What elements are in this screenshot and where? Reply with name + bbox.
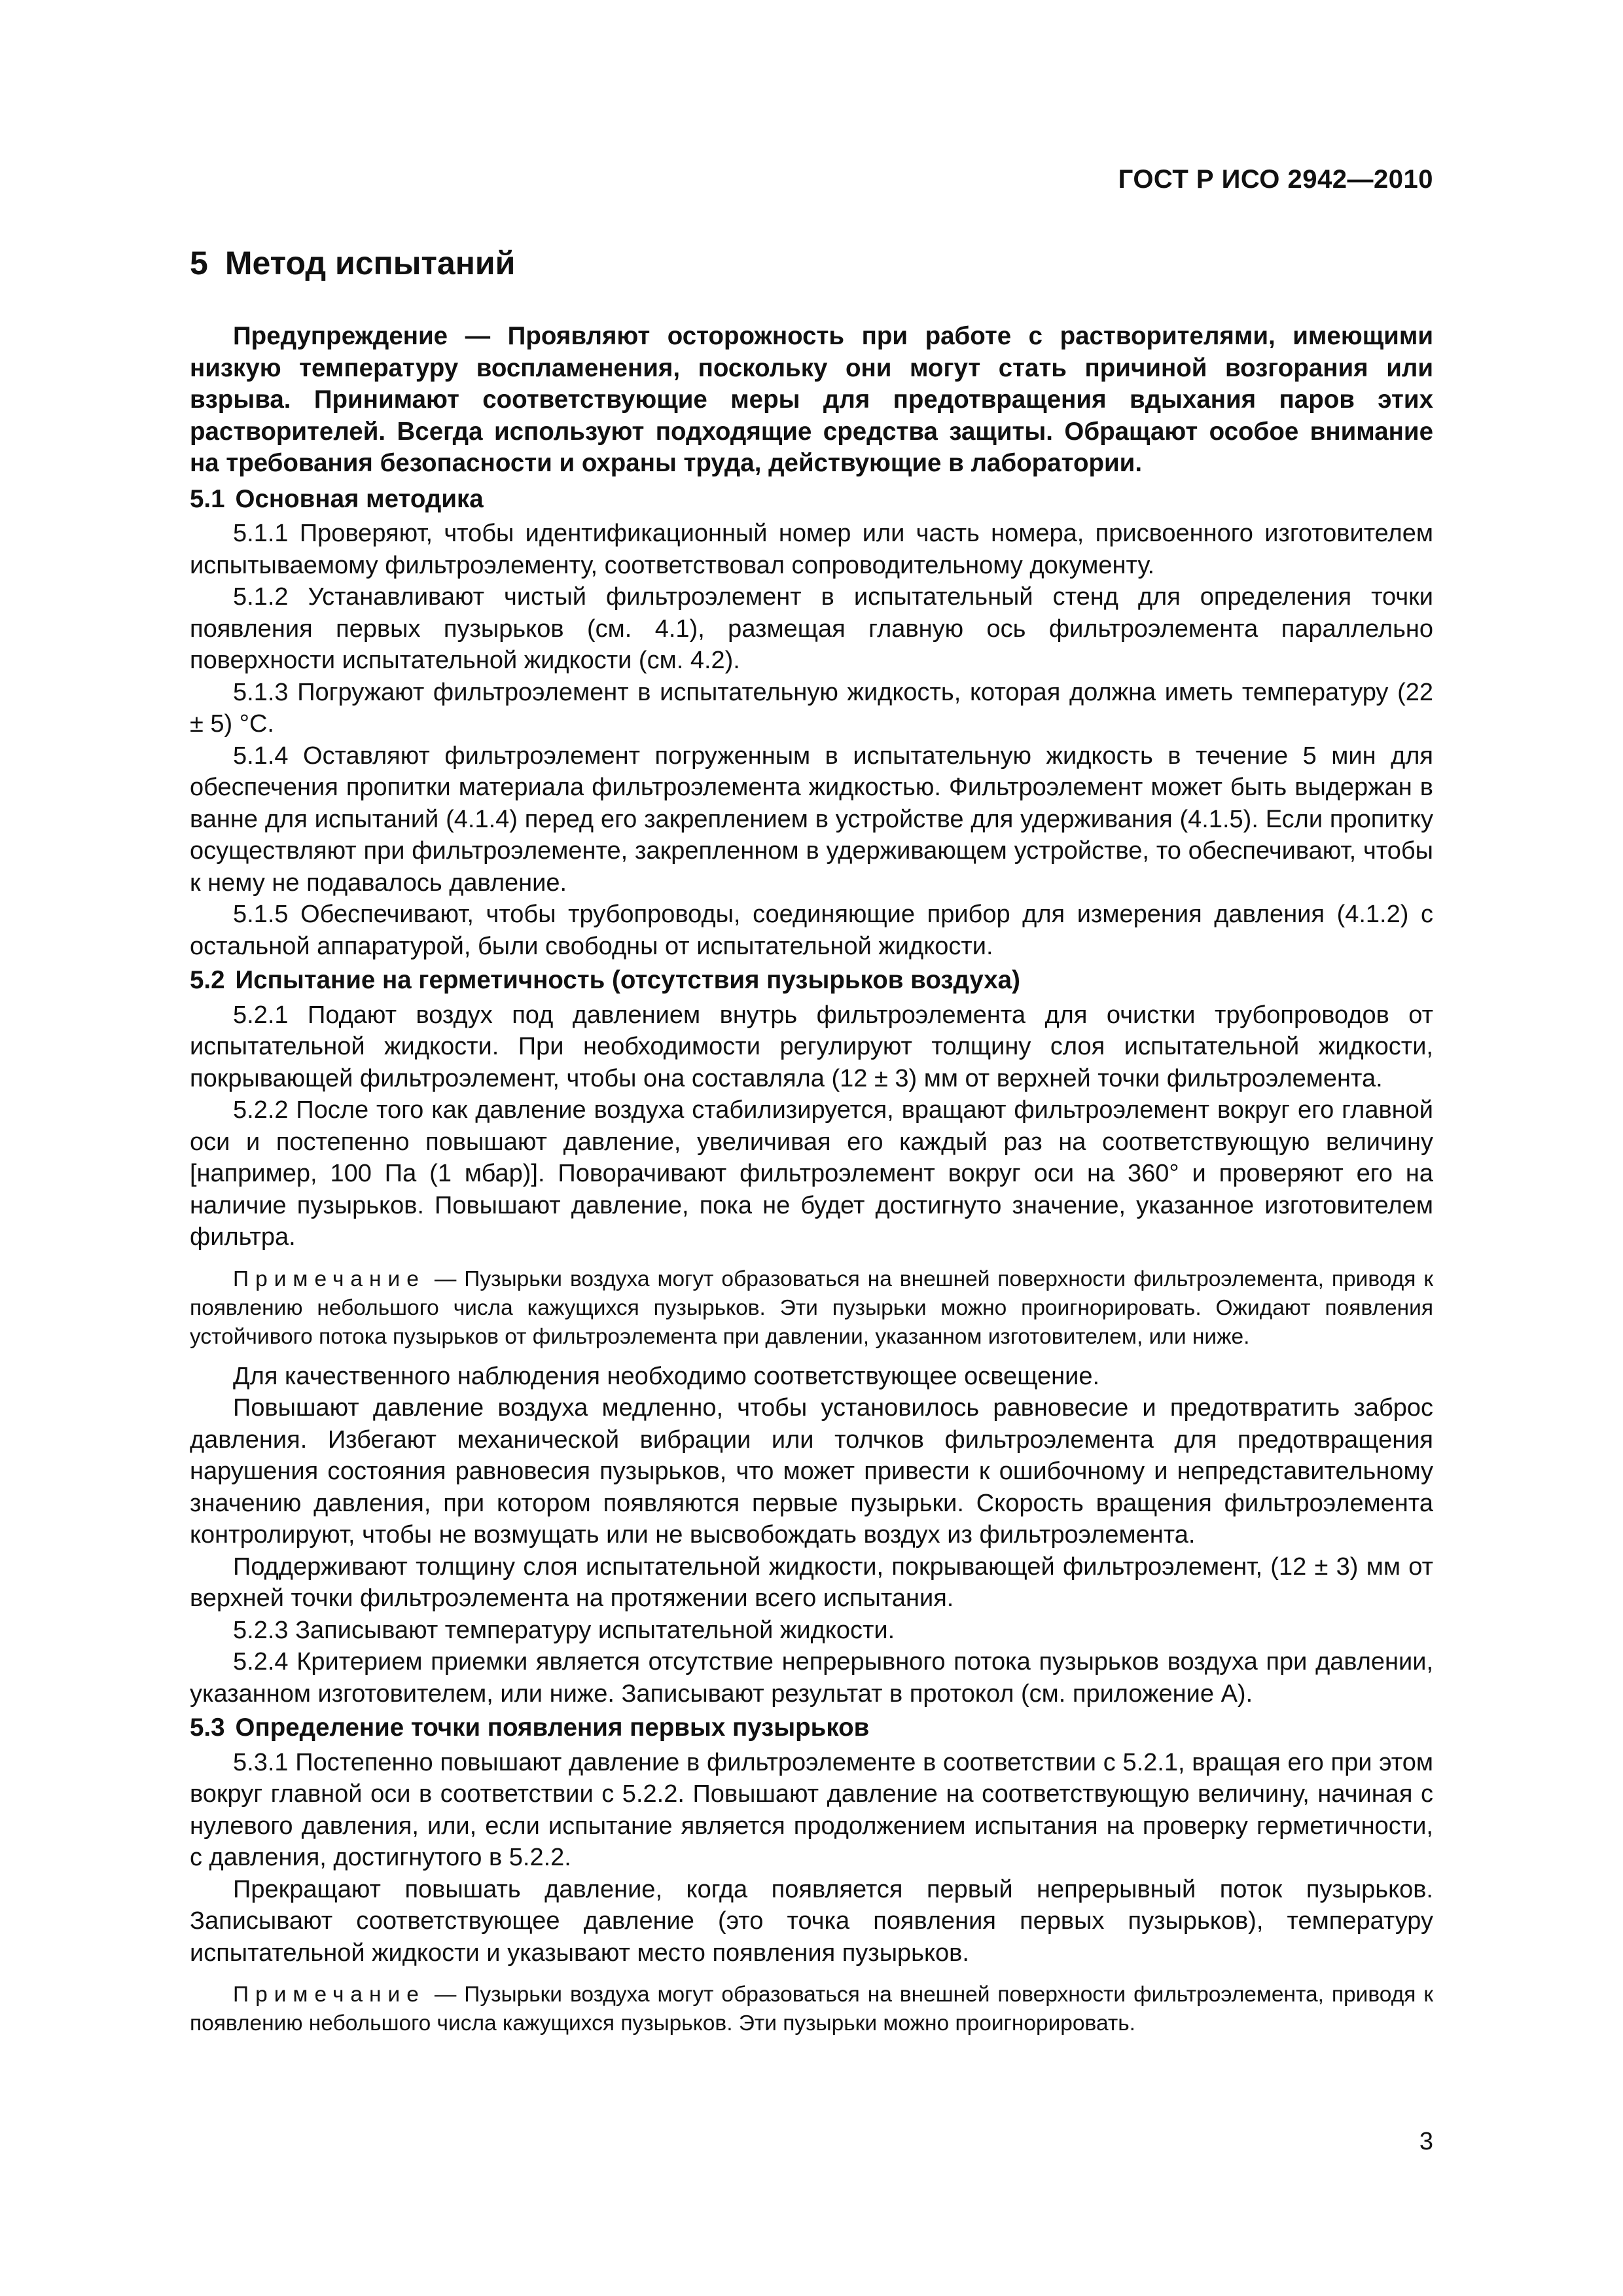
subsection-heading-5-1 bbox=[190, 484, 1433, 516]
paragraph-5-1-2: 5.1.2 Устанавливают чистый фильтроэлемент в испытательный стенд для определения точки появления первых пузырьков (см. 4.1), размещая главную ось фильтроэлемента параллельно поверхности испытательной жидкости (см. 4.2). bbox=[190, 583, 1433, 674]
subsection-title: Определение точки появления первых пузырьков bbox=[235, 1713, 870, 1742]
paragraph-stop-pressure: Прекращают повышать давление, когда появляется первый непрерывный поток пузырьков. Записывают соответствующее давление (это точка появления первых пузырьков), температуру испытательной жидкости и указывают место появления пузырьков. bbox=[190, 1875, 1433, 1967]
safety-warning: Предупреждение — Проявляют осторожность при работе с растворителями, имеющими низкую температуру воспламенения, поскольку они могут стать причиной возгорания или взрыва. Принимают соответствующие меры для предотвращения вдыхания паров этих растворителей. Всегда используют подходящие средства защиты. Обращают особое внимание на требования безопасности и охраны труда, действующие в лаборатории. bbox=[190, 322, 1433, 477]
subsection-title: Основная методика bbox=[235, 484, 484, 513]
paragraph-5-3-1: 5.3.1 Постепенно повышают давление в фильтроэлементе в соответствии с 5.2.1, вращая его при этом вокруг главной оси в соответствии с 5.2.2. Повышают давление на соответствующую величину, начиная с нулевого давления, или, если испытание является продолжением испытания на проверку герметичности, с давления, достигнутого в 5.2.2. bbox=[190, 1748, 1433, 1871]
paragraph-lighting: Для качественного наблюдения необходимо соответствующее освещение. bbox=[233, 1362, 1100, 1390]
paragraph-5-2-2: 5.2.2 После того как давление воздуха стабилизируется, вращают фильтроэлемент вокруг его главной оси и постепенно повышают давление, увеличивая его каждый раз на соответствующую величину [например, 100 Па (1 мбар)]. Поворачивают фильтроэлемент вокруг оси на 360° и проверяют его на наличие пузырьков. Повышают давление, пока не будет достигнуто значение, указанное изготовителем фильтра. bbox=[190, 1096, 1433, 1251]
paragraph-5-1-3: 5.1.3 Погружают фильтроэлемент в испытательную жидкость, которая должна иметь температуру (22 ± 5) °С. bbox=[190, 678, 1433, 738]
subsection-number: 5.2 bbox=[190, 966, 225, 994]
paragraph-5-2-4: 5.2.4 Критерием приемки является отсутствие непрерывного потока пузырьков воздуха при давлении, указанном изготовителем, или ниже. Записывают результат в протокол (см. приложение А). bbox=[190, 1648, 1433, 1708]
paragraph-5-1-4: 5.1.4 Оставляют фильтроэлемент погруженным в испытательную жидкость в течение 5 мин для обеспечения пропитки материала фильтроэлемента жидкостью. Фильтроэлемент может быть выдержан в ванне для испытаний (4.1.4) перед его закреплением в устройстве для удерживания (4.1.5). Если пропитку осуществляют при фильтроэлементе, закрепленном в удерживающем устройстве, то обеспечивают, чтобы к нему не подавалось давление. bbox=[190, 742, 1433, 897]
note-5-3 bbox=[190, 1981, 1433, 2038]
subsection-title: Испытание на герметичность (отсутствия пузырьков воздуха) bbox=[235, 966, 1020, 994]
paragraph-liquid-layer: Поддерживают толщину слоя испытательной жидкости, покрывающей фильтроэлемент, (12 ± 3) мм от верхней точки фильтроэлемента на протяжении всего испытания. bbox=[190, 1552, 1433, 1612]
subsection-number: 5.1 bbox=[190, 484, 225, 513]
note-5-2 bbox=[190, 1265, 1433, 1352]
note-text: — Пузырьки воздуха могут образоваться на внешней поверхности фильтроэлемента, приводя к появлению небольшого числа кажущихся пузырьков. Эти пузырьки можно проигнорировать. Ожидают появления устойчивого потока пузырьков от фильтроэлемента при давлении, указанном изготовителем, или ниже. bbox=[190, 1266, 1433, 1349]
note-text: — Пузырьки воздуха могут образоваться на внешней поверхности фильтроэлемента, приводя к появлению небольшого числа кажущихся пузырьков. Эти пузырьки можно проигнорировать. bbox=[190, 1982, 1433, 2036]
subsection-heading-5-3 bbox=[190, 1712, 1433, 1744]
paragraph-5-1-1: 5.1.1 Проверяют, чтобы идентификационный номер или часть номера, присвоенного изготовителем испытываемому фильтроэлементу, соответствовал сопроводительному документу. bbox=[190, 520, 1433, 579]
paragraph-pressure-slow: Повышают давление воздуха медленно, чтобы установилось равновесие и предотвратить заброс давления. Избегают механической вибрации или толчков фильтроэлемента для предотвращения нарушения состояния равновесия пузырьков, что может привести к ошибочному и непредставительному значению давления, при котором появляются первые пузырьки. Скорость вращения фильтроэлемента контролируют, чтобы не возмущать или не высвобождать воздух из фильтроэлемента. bbox=[190, 1394, 1433, 1549]
paragraph-5-2-1: 5.2.1 Подают воздух под давлением внутрь фильтроэлемента для очистки трубопроводов от испытательной жидкости. При необходимости регулируют толщину слоя испытательной жидкости, покрывающей фильтроэлемент, чтобы она составляла (12 ± 3) мм от верхней точки фильтроэлемента. bbox=[190, 1001, 1433, 1092]
standard-header: ГОСТ Р ИСО 2942—2010 bbox=[1118, 165, 1433, 194]
subsection-number: 5.3 bbox=[190, 1713, 225, 1742]
section-title-text: Метод испытаний bbox=[224, 245, 516, 281]
paragraph-5-1-5: 5.1.5 Обеспечивают, чтобы трубопроводы, соединяющие прибор для измерения давления (4.1.2) с остальной аппаратурой, были свободны от испытательной жидкости. bbox=[190, 901, 1433, 960]
section-number: 5 bbox=[190, 245, 208, 281]
section-title bbox=[190, 242, 1433, 284]
note-label: Примечание bbox=[233, 1266, 425, 1291]
page-number: 3 bbox=[1419, 2128, 1433, 2155]
note-label: Примечание bbox=[233, 1982, 425, 2007]
subsection-heading-5-2 bbox=[190, 965, 1433, 997]
paragraph-5-2-3: 5.2.3 Записывают температуру испытательной жидкости. bbox=[233, 1616, 895, 1644]
